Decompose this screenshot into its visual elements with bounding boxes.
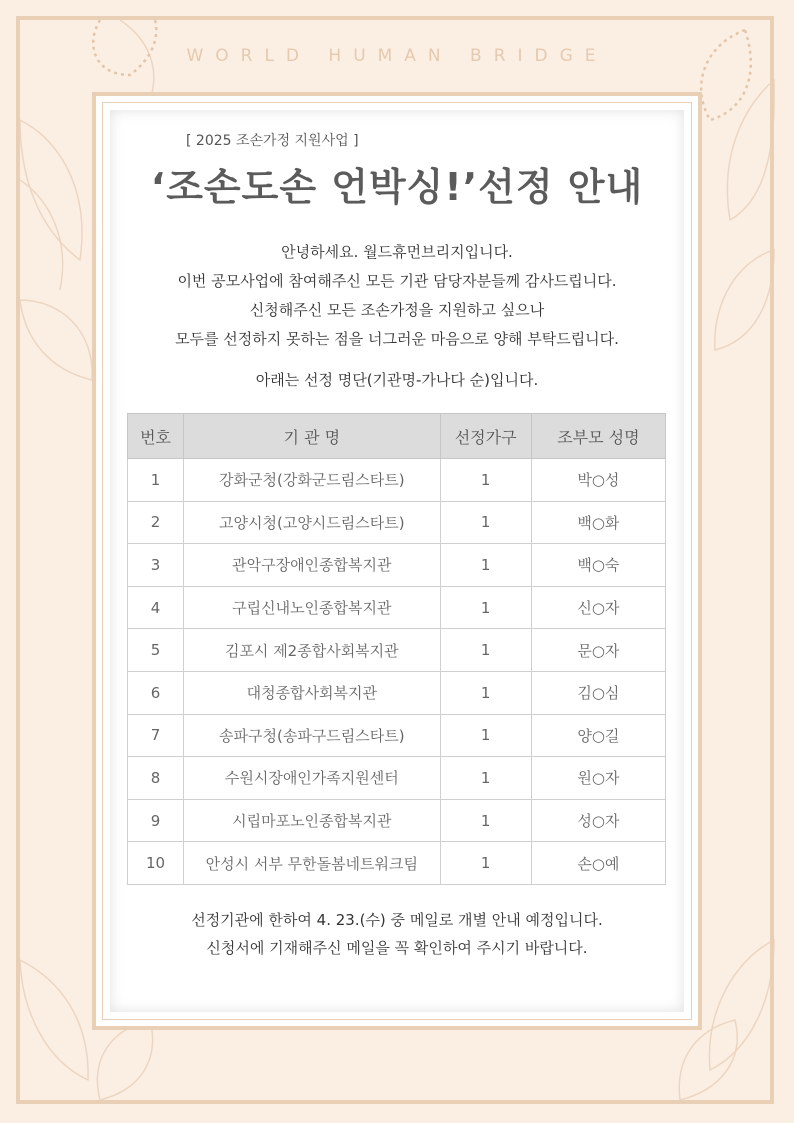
row-institution: 구립신내노인종합복지관 — [184, 586, 440, 629]
row-number: 4 — [128, 586, 184, 629]
row-institution: 수원시장애인가족지원센터 — [184, 757, 440, 800]
row-households: 1 — [440, 501, 531, 544]
page-title: ‘조손도손 언박싱!’선정 안내 — [150, 165, 644, 209]
row-grandparent: 문○자 — [531, 629, 665, 672]
row-number: 3 — [128, 544, 184, 587]
row-number: 1 — [128, 459, 184, 502]
row-grandparent: 박○성 — [531, 459, 665, 502]
row-households: 1 — [440, 544, 531, 587]
row-number: 2 — [128, 501, 184, 544]
row-institution: 대청종합사회복지관 — [184, 671, 440, 714]
row-institution: 시립마포노인종합복지관 — [184, 799, 440, 842]
row-grandparent: 손○예 — [531, 842, 665, 885]
row-number: 7 — [128, 714, 184, 757]
intro-text — [0, 238, 794, 354]
row-households: 1 — [440, 757, 531, 800]
closing-text — [0, 906, 794, 962]
row-institution: 강화군청(강화군드림스타트) — [184, 459, 440, 502]
row-households: 1 — [440, 799, 531, 842]
row-number: 8 — [128, 757, 184, 800]
program-subtitle: [ 2025 조손가정 지원사업 ] — [186, 133, 359, 149]
row-grandparent: 성○자 — [531, 799, 665, 842]
row-households: 1 — [440, 586, 531, 629]
header-number: 번호 — [128, 414, 184, 459]
row-households: 1 — [440, 714, 531, 757]
row-number: 9 — [128, 799, 184, 842]
row-grandparent: 신○자 — [531, 586, 665, 629]
table-row — [128, 842, 666, 885]
row-grandparent: 양○길 — [531, 714, 665, 757]
header-households: 선정가구 — [440, 414, 531, 459]
row-households: 1 — [440, 671, 531, 714]
table-header-row — [128, 414, 666, 459]
table-row — [128, 501, 666, 544]
row-number: 5 — [128, 629, 184, 672]
row-households: 1 — [440, 629, 531, 672]
header-grandparent: 조부모 성명 — [531, 414, 665, 459]
row-grandparent: 백○숙 — [531, 544, 665, 587]
row-households: 1 — [440, 459, 531, 502]
closing-line: 신청서에 기재해주신 메일을 꼭 확인하여 주시기 바랍니다. — [206, 939, 588, 957]
table-row — [128, 544, 666, 587]
table-row — [128, 629, 666, 672]
closing-line: 선정기관에 한하여 4. 23.(수) 중 메일로 개별 안내 예정입니다. — [191, 911, 603, 929]
table-row — [128, 757, 666, 800]
row-institution: 안성시 서부 무한돌봄네트워크팀 — [184, 842, 440, 885]
row-grandparent: 원○자 — [531, 757, 665, 800]
brand-name: WORLD HUMAN BRIDGE — [186, 46, 608, 66]
table-row — [128, 586, 666, 629]
intro-line: 신청해주신 모든 조손가정을 지원하고 싶으나 — [249, 301, 545, 319]
intro-line: 안녕하세요. 월드휴먼브리지입니다. — [281, 243, 513, 261]
list-note: 아래는 선정 명단(기관명-가나다 순)입니다. — [255, 371, 539, 389]
row-grandparent: 백○화 — [531, 501, 665, 544]
intro-line: 이번 공모사업에 참여해주신 모든 기관 담당자분들께 감사드립니다. — [177, 272, 617, 290]
intro-line: 모두를 선정하지 못하는 점을 너그러운 마음으로 양해 부탁드립니다. — [175, 330, 619, 348]
row-number: 6 — [128, 671, 184, 714]
selection-table — [127, 413, 666, 885]
row-institution: 송파구청(송파구드림스타트) — [184, 714, 440, 757]
table-row — [128, 799, 666, 842]
row-institution: 관악구장애인종합복지관 — [184, 544, 440, 587]
row-households: 1 — [440, 842, 531, 885]
row-number: 10 — [128, 842, 184, 885]
table-row — [128, 459, 666, 502]
header-institution: 기 관 명 — [184, 414, 440, 459]
row-institution: 고양시청(고양시드림스타트) — [184, 501, 440, 544]
row-institution: 김포시 제2종합사회복지관 — [184, 629, 440, 672]
row-grandparent: 김○심 — [531, 671, 665, 714]
table-row — [128, 671, 666, 714]
table-row — [128, 714, 666, 757]
